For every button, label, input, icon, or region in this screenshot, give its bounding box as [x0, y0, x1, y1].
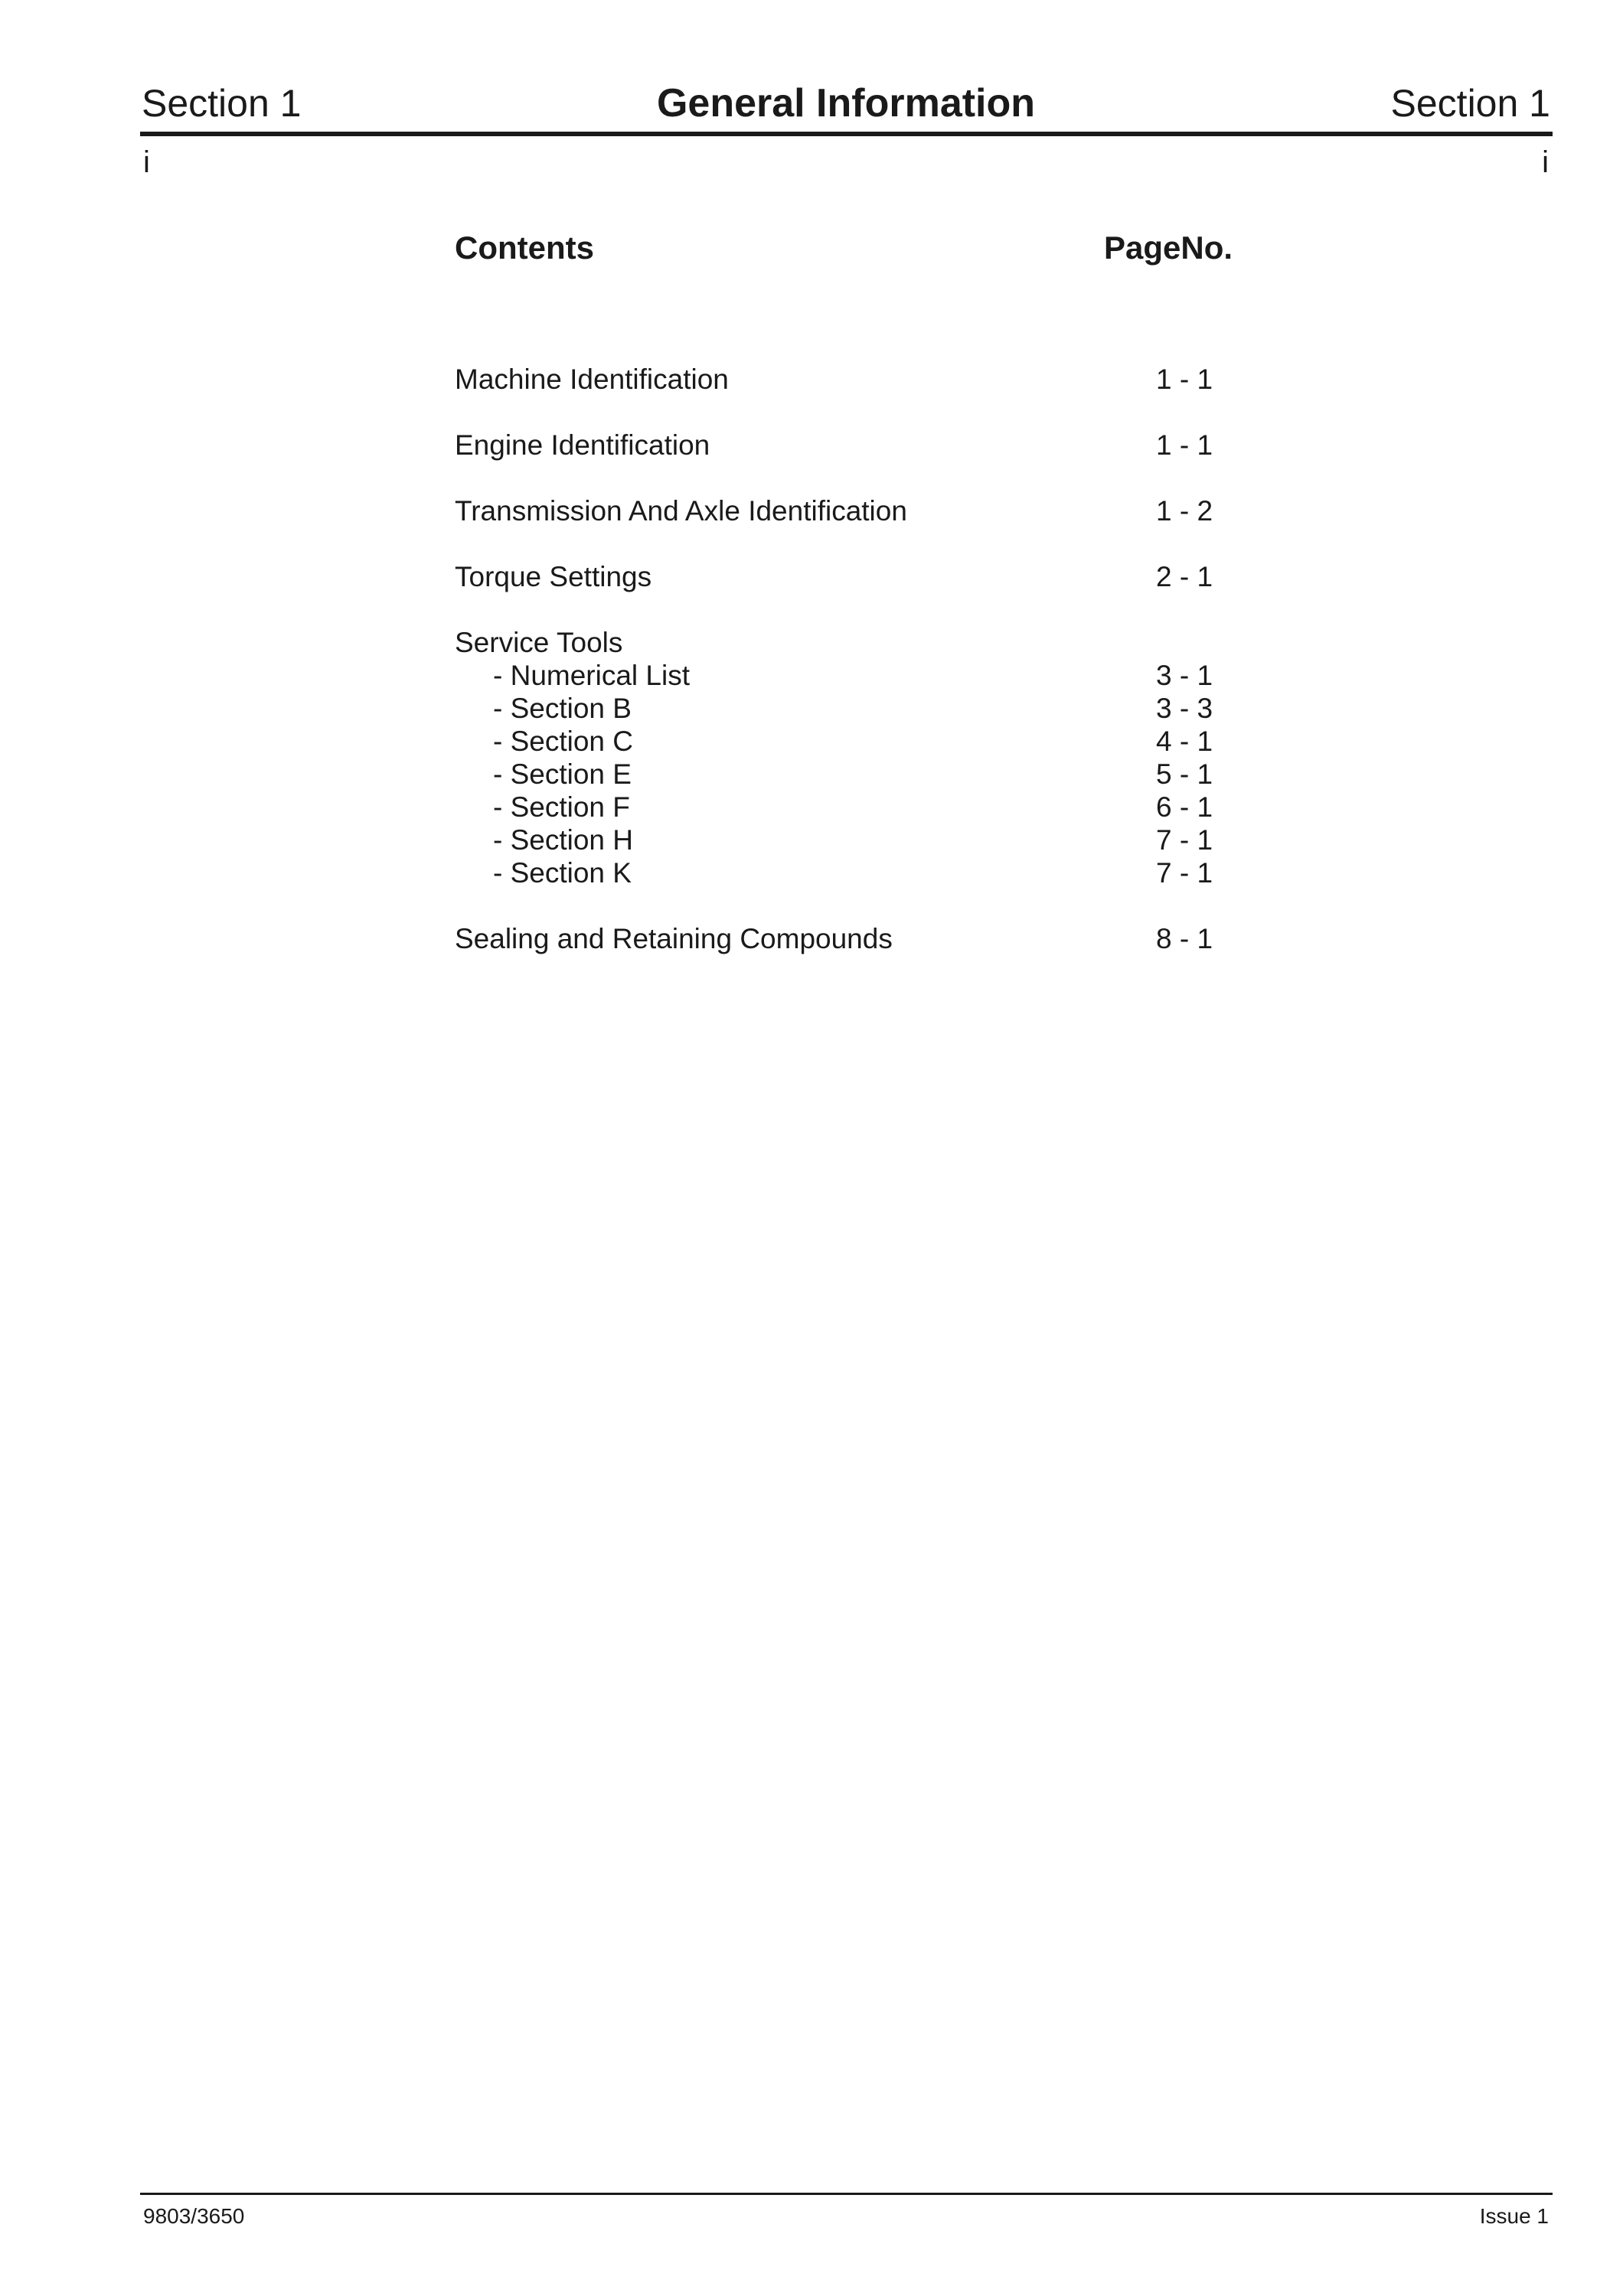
header-section-right: Section 1 — [1390, 82, 1550, 125]
toc-entry-title: Machine Identification — [455, 364, 729, 395]
toc-entry-title: - Section C — [493, 726, 634, 757]
toc-entry-page: 5 - 1 — [1156, 758, 1213, 790]
footer-divider — [140, 2193, 1553, 2195]
toc-entry-page: 8 - 1 — [1156, 923, 1213, 954]
toc-entry-title: Torque Settings — [455, 561, 652, 592]
toc-entry-page: 3 - 3 — [1156, 693, 1213, 724]
toc-entry-transmission-axle-identification[interactable] — [455, 494, 1297, 527]
toc-subentry-numerical-list[interactable] — [455, 659, 1297, 692]
document-number: 9803/3650 — [143, 2204, 245, 2228]
page-title: General Information — [656, 81, 1036, 126]
toc-entry-machine-identification[interactable] — [455, 363, 1297, 396]
toc-entry-title: Transmission And Axle Identification — [455, 495, 907, 527]
toc-entry-page: 4 - 1 — [1156, 726, 1213, 757]
header-section-left: Section 1 — [142, 82, 302, 125]
toc-subentry-section-c[interactable] — [455, 725, 1297, 758]
toc-entry-page: 1 - 2 — [1156, 495, 1213, 527]
toc-subentry-section-k[interactable] — [455, 856, 1297, 889]
toc-entry-service-tools[interactable] — [455, 626, 1297, 659]
toc-subentry-section-h[interactable] — [455, 823, 1297, 856]
toc-entry-page: 7 - 1 — [1156, 857, 1213, 889]
header-divider — [140, 132, 1553, 136]
toc-entry-page: 6 - 1 — [1156, 791, 1213, 823]
toc-subentry-section-f[interactable] — [455, 791, 1297, 823]
table-of-contents — [455, 363, 1297, 955]
toc-entry-title: - Section B — [493, 693, 632, 724]
toc-entry-page: 2 - 1 — [1156, 561, 1213, 592]
toc-entry-title: - Section K — [493, 857, 632, 889]
toc-entry-sealing-retaining-compounds[interactable] — [455, 922, 1297, 955]
toc-entry-page: 3 - 1 — [1156, 660, 1213, 691]
contents-heading: Contents — [455, 230, 594, 266]
toc-entry-engine-identification[interactable] — [455, 429, 1297, 461]
toc-entry-title: - Numerical List — [493, 660, 690, 691]
toc-entry-title: Engine Identification — [455, 429, 710, 461]
toc-entry-page: 7 - 1 — [1156, 824, 1213, 856]
toc-entry-title: - Section H — [493, 824, 634, 856]
toc-entry-title: Sealing and Retaining Compounds — [455, 923, 893, 954]
toc-entry-page: 1 - 1 — [1156, 429, 1213, 461]
issue-number: Issue 1 — [1479, 2204, 1549, 2228]
toc-entry-title: - Section E — [493, 758, 632, 790]
page-number-left: i — [143, 145, 150, 179]
toc-entry-page: 1 - 1 — [1156, 364, 1213, 395]
page-number-heading: PageNo. — [1104, 230, 1233, 266]
toc-subentry-section-b[interactable] — [455, 692, 1297, 725]
toc-entry-title: Service Tools — [455, 627, 623, 658]
toc-entry-title: - Section F — [493, 791, 630, 823]
toc-entry-torque-settings[interactable] — [455, 560, 1297, 593]
page-header — [142, 77, 1550, 130]
toc-subentry-section-e[interactable] — [455, 758, 1297, 791]
page-number-right: i — [1542, 145, 1549, 179]
